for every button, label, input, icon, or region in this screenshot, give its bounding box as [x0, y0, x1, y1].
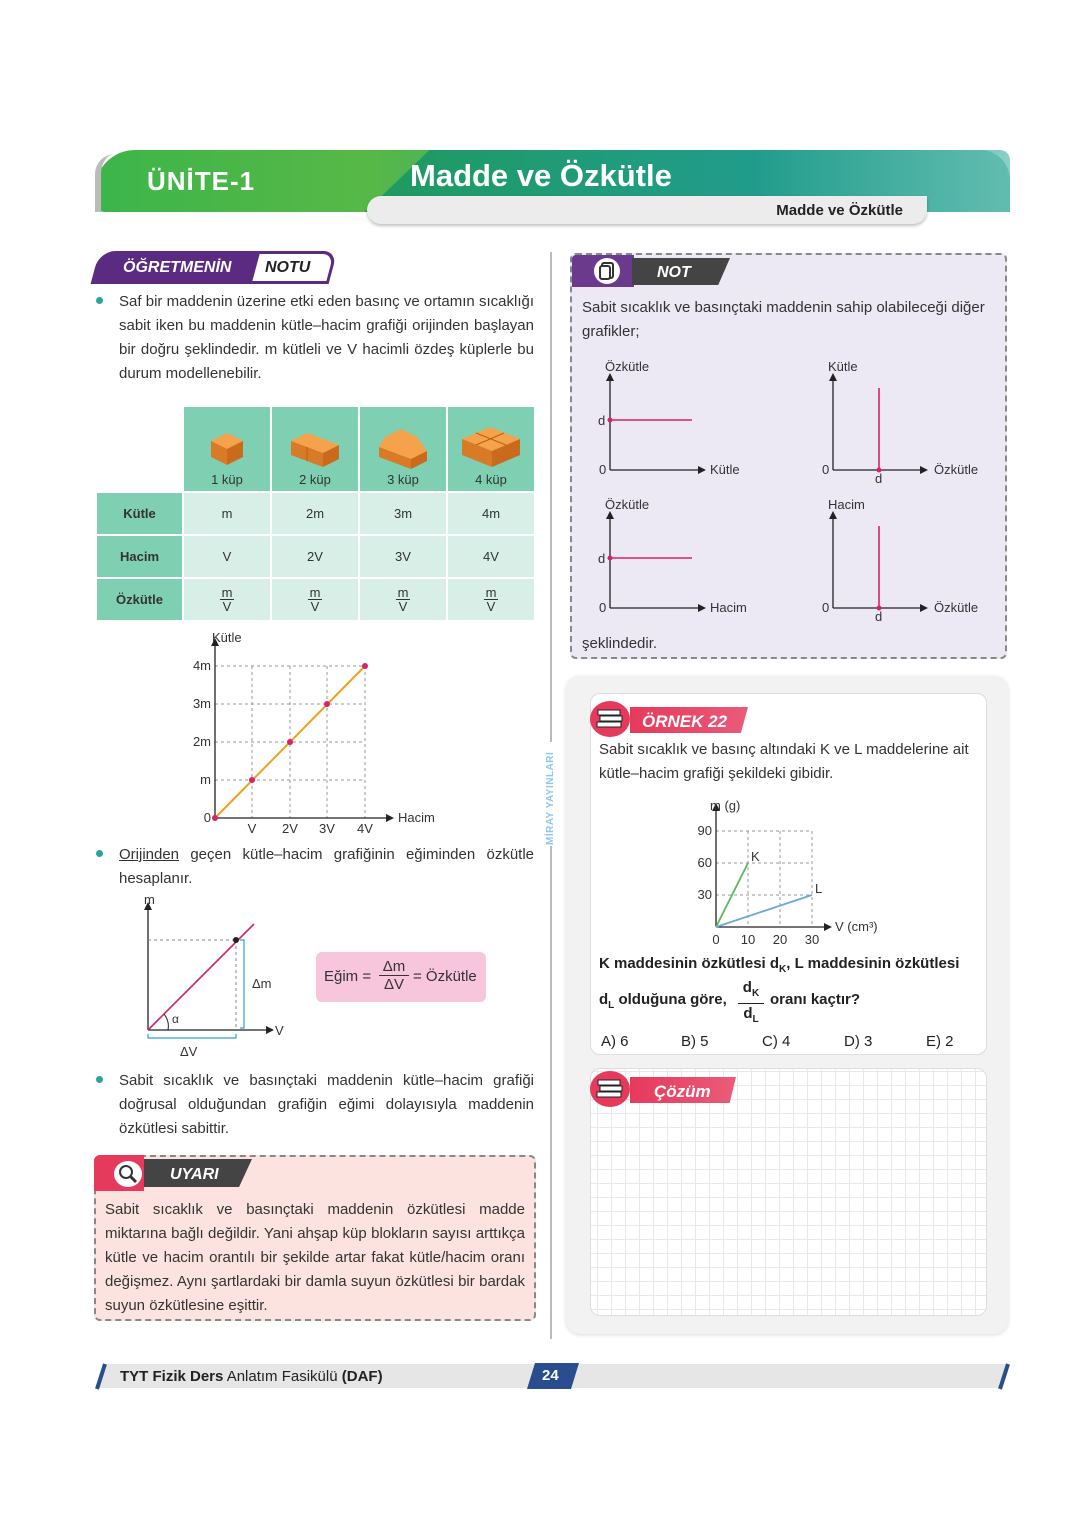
svg-text:Hacim: Hacim: [828, 497, 865, 512]
ratio-fraction: $d_K$ $d_L$: [738, 978, 764, 1029]
example-header: [590, 701, 750, 737]
cube-header-1: 1 küp: [184, 407, 270, 491]
example-question-line-2: $d_L$ olduğuna göre, $d_K$ $d_L$ oranı kaçtır?: [599, 978, 984, 1022]
note-label: NOT: [657, 264, 691, 281]
row-label-volume: Hacim: [97, 536, 182, 577]
header-edge: [95, 154, 115, 212]
y-axis-label: Kütle: [212, 630, 242, 645]
data-point: [324, 701, 330, 707]
solution-header: [590, 1069, 740, 1109]
data-point: [212, 815, 218, 821]
y-tick: 30: [697, 887, 712, 902]
slope-equation-box: [316, 952, 486, 1002]
row-label-mass: Kütle: [97, 493, 182, 534]
teacher-note-label-2: NOTU: [265, 259, 311, 276]
example-label: ÖRNEK 22: [642, 712, 728, 731]
table-cell: $\frac{m}{V}$: [360, 579, 446, 620]
svg-text:d: d: [875, 609, 883, 624]
page-footer: [95, 1362, 1010, 1390]
x-tick: 10: [740, 932, 756, 947]
teacher-note-paragraph-3: Sabit sıcaklık ve basınçtaki maddenin kütle–hacim grafiği doğrusal olduğundan grafiğin eğimi dolayısıyla maddenin özkütlesi sabittir.: [119, 1072, 534, 1137]
note-outro: şeklindedir.: [582, 635, 658, 652]
table-cell: V: [184, 536, 270, 577]
cube-icon: [371, 425, 435, 469]
cube-icon: [458, 425, 524, 469]
y-tick: 0: [203, 810, 211, 825]
delta-v-label: ΔV: [180, 1044, 198, 1059]
option-b[interactable]: B) 5: [681, 1033, 709, 1050]
subtitle-bar: [367, 196, 927, 224]
x-axis-label: V: [275, 1023, 284, 1038]
table-cell: 3m: [360, 493, 446, 534]
svg-text:0: 0: [599, 600, 607, 615]
x-tick: 3V: [319, 821, 335, 836]
note-intro: Sabit sıcaklık ve basınçtaki maddenin sahip olabileceği diğer grafikler;: [582, 299, 985, 340]
x-tick: 4V: [357, 821, 373, 836]
table-cell: $\frac{m}{V}$: [448, 579, 534, 620]
x-axis-label: V (cm³): [835, 919, 878, 934]
cube-header-3: 3 küp: [360, 407, 446, 491]
x-tick: 2V: [282, 821, 298, 836]
solution-label: Çözüm: [654, 1082, 711, 1101]
books-icon: [590, 701, 630, 737]
cube-table: [95, 405, 536, 622]
equation-lhs: Eğim =: [324, 968, 372, 985]
table-cell: 4m: [448, 493, 534, 534]
equation-rhs: = Özkütle: [413, 968, 477, 985]
table-cell: $\frac{m}{V}$: [184, 579, 270, 620]
data-point: [249, 777, 255, 783]
svg-text:Kütle: Kütle: [710, 462, 740, 477]
teacher-note-paragraph-2: Orijinden geçen kütle–hacim grafiğinin eğiminden özkütle hesaplanır.: [119, 846, 534, 887]
slope-chart: [130, 892, 300, 1062]
books-icon: [590, 1071, 630, 1107]
svg-text:Özkütle: Özkütle: [934, 462, 979, 477]
page-subtitle: Madde ve Özkütle: [776, 202, 903, 219]
svg-text:d: d: [875, 471, 883, 486]
data-point: [362, 663, 368, 669]
svg-text:d: d: [598, 551, 606, 566]
cube-header-2: 2 küp: [272, 407, 358, 491]
x-tick: V: [247, 821, 257, 836]
series-label-k: K: [751, 849, 760, 864]
delta-m-label: Δm: [252, 976, 272, 991]
table-cell: m: [184, 493, 270, 534]
table-cell: 4V: [448, 536, 534, 577]
x-tick: 20: [772, 932, 788, 947]
svg-text:0: 0: [599, 462, 607, 477]
teacher-note-label: ÖĞRETMENİN: [123, 259, 232, 276]
svg-text:Özkütle: Özkütle: [605, 497, 650, 512]
example-question: K maddesinin özkütlesi $d_K$, L maddesinin özkütlesi: [599, 955, 960, 975]
angle-label: α: [172, 1012, 179, 1026]
note-graph-volume-density: [822, 497, 978, 624]
note-graphs: [590, 355, 990, 625]
svg-text:Özkütle: Özkütle: [934, 600, 979, 615]
teacher-note-header: [95, 251, 340, 284]
bullet: [96, 297, 103, 304]
y-tick: 3m: [192, 696, 211, 711]
cube-header-4: 4 küp: [448, 407, 534, 491]
footer-book-title: TYT Fizik Ders Anlatım Fasikülü (DAF): [120, 1368, 383, 1385]
warning-header: [94, 1155, 254, 1191]
bullet: [96, 1076, 103, 1083]
option-d[interactable]: D) 3: [844, 1033, 873, 1050]
chart-grid: [716, 831, 812, 927]
side-brand: MİRAY YAYINLARI: [545, 751, 556, 845]
svg-text:0: 0: [822, 600, 830, 615]
y-tick: m: [200, 772, 211, 787]
magnifier-icon: [114, 1161, 142, 1187]
cube-icon: [287, 429, 343, 469]
y-axis-label: m (g): [710, 798, 741, 813]
x-tick: 30: [804, 932, 820, 947]
table-cell: 2m: [272, 493, 358, 534]
y-tick: 4m: [192, 658, 211, 673]
cube-icon: [207, 429, 247, 469]
example-chart: [690, 795, 900, 950]
table-cell: 2V: [272, 536, 358, 577]
unit-label: ÜNİTE-1: [147, 166, 256, 196]
note-graph-mass-density: [822, 359, 978, 486]
svg-text:Hacim: Hacim: [710, 600, 747, 615]
note-graph-density-mass: [598, 359, 740, 477]
x-tick: 0: [712, 932, 720, 947]
data-point: [287, 739, 293, 745]
x-axis-label: Hacim: [398, 810, 435, 825]
bullet: [96, 850, 103, 857]
svg-text:d: d: [598, 413, 606, 428]
option-a[interactable]: A) 6: [601, 1033, 629, 1050]
svg-text:Kütle: Kütle: [828, 359, 858, 374]
page-title: Madde ve Özkütle: [410, 158, 672, 193]
note-header: [572, 255, 732, 287]
y-tick: 2m: [192, 734, 211, 749]
y-axis-label: m: [144, 892, 155, 907]
warning-text: Sabit sıcaklık ve basınçtaki maddenin özkütlesi madde miktarına bağlı değildir. Yani ahşap küp blokların sayısı arttıkça kütle ve hacim orantılı bir şekilde artar fakat kütle/hacim oranı değişmez. Aynı şartlardaki bir damla suyun özkütlesi bir bardak suyun özkütlesine eşittir.: [105, 1201, 525, 1314]
svg-text:Özkütle: Özkütle: [605, 359, 650, 374]
warning-label: UYARI: [170, 1166, 219, 1183]
equation-fraction: Δm ΔV: [379, 958, 409, 993]
teacher-note-paragraph-1: Saf bir maddenin üzerine etki eden basınç ve ortamın sıcaklığı sabit iken bu maddenin kütle–hacim grafiği orijinden başlayan bir doğru şeklindedir. m kütleli ve V hacimli özdeş küplerle bu durum modellenebilir.: [119, 293, 534, 382]
option-e[interactable]: E) 2: [926, 1033, 954, 1050]
mass-volume-chart: [180, 628, 450, 838]
series-label-l: L: [815, 881, 823, 896]
note-graph-density-volume: [598, 497, 747, 615]
y-tick: 60: [697, 855, 712, 870]
unit-header: [95, 150, 1010, 228]
svg-text:0: 0: [822, 462, 830, 477]
table-cell: 3V: [360, 536, 446, 577]
example-text: Sabit sıcaklık ve basınç altındaki K ve L maddelerine ait kütle–hacim grafiği şekildeki gibidir.: [599, 741, 969, 782]
row-label-density: Özkütle: [97, 579, 182, 620]
page-number: 24: [542, 1367, 559, 1384]
option-c[interactable]: C) 4: [762, 1033, 791, 1050]
y-tick: 90: [697, 823, 712, 838]
table-cell: $\frac{m}{V}$: [272, 579, 358, 620]
document-icon: [594, 258, 620, 284]
